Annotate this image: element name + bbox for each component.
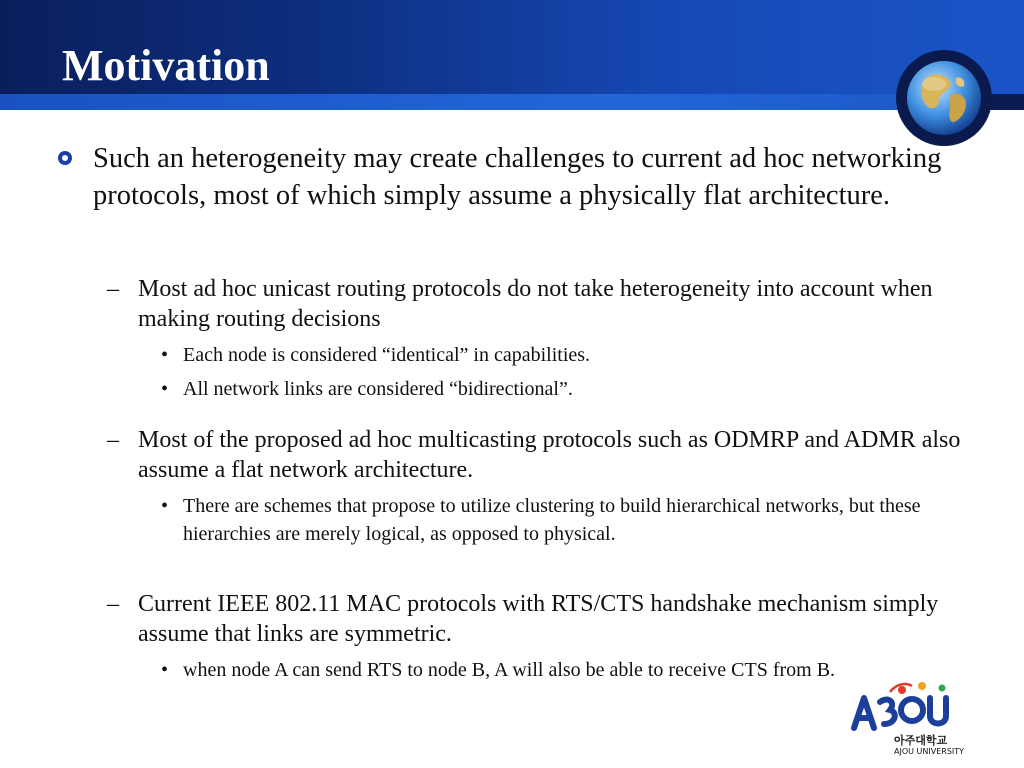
sub-bullet-mac: Current IEEE 802.11 MAC protocols with RTS/CTS handshake mechanism simply assume that links are symmetric.: [138, 591, 939, 647]
dash-marker: –: [107, 276, 119, 302]
dot-marker: •: [161, 659, 169, 681]
dot-marker: •: [161, 344, 169, 366]
dash-marker: –: [107, 591, 119, 617]
bullet-level-1: Such an heterogeneity may create challenges to current ad hoc networking protocols, most of which simply assume a physically flat architecture.: [93, 143, 942, 211]
dash-marker: –: [107, 427, 119, 453]
item-clustering-schemes: There are schemes that propose to utilize clustering to build hierarchical networks, but these hierarchies are merely logical, as opposed to physical.: [183, 495, 921, 545]
logo-korean-name: 아주대학교: [894, 734, 948, 747]
sub-bullet-unicast: Most ad hoc unicast routing protocols do not take heterogeneity into account when making routing decisions: [138, 276, 933, 332]
item-identical-nodes: Each node is considered “identical” in capabilities.: [183, 344, 591, 366]
item-bidirectional-links: All network links are considered “bidirectional”.: [183, 378, 573, 400]
item-rts-cts: when node A can send RTS to node B, A will also be able to receive CTS from B.: [183, 659, 836, 681]
ring-bullet-icon: [58, 151, 72, 165]
dot-marker: •: [161, 378, 169, 400]
slide-title: Motivation: [62, 41, 270, 90]
logo-english-name: AJOU UNIVERSITY: [894, 747, 965, 756]
sub-bullet-multicast: Most of the proposed ad hoc multicasting protocols such as ODMRP and ADMR also assume a flat network architecture.: [138, 427, 961, 483]
dot-marker: •: [161, 495, 169, 517]
